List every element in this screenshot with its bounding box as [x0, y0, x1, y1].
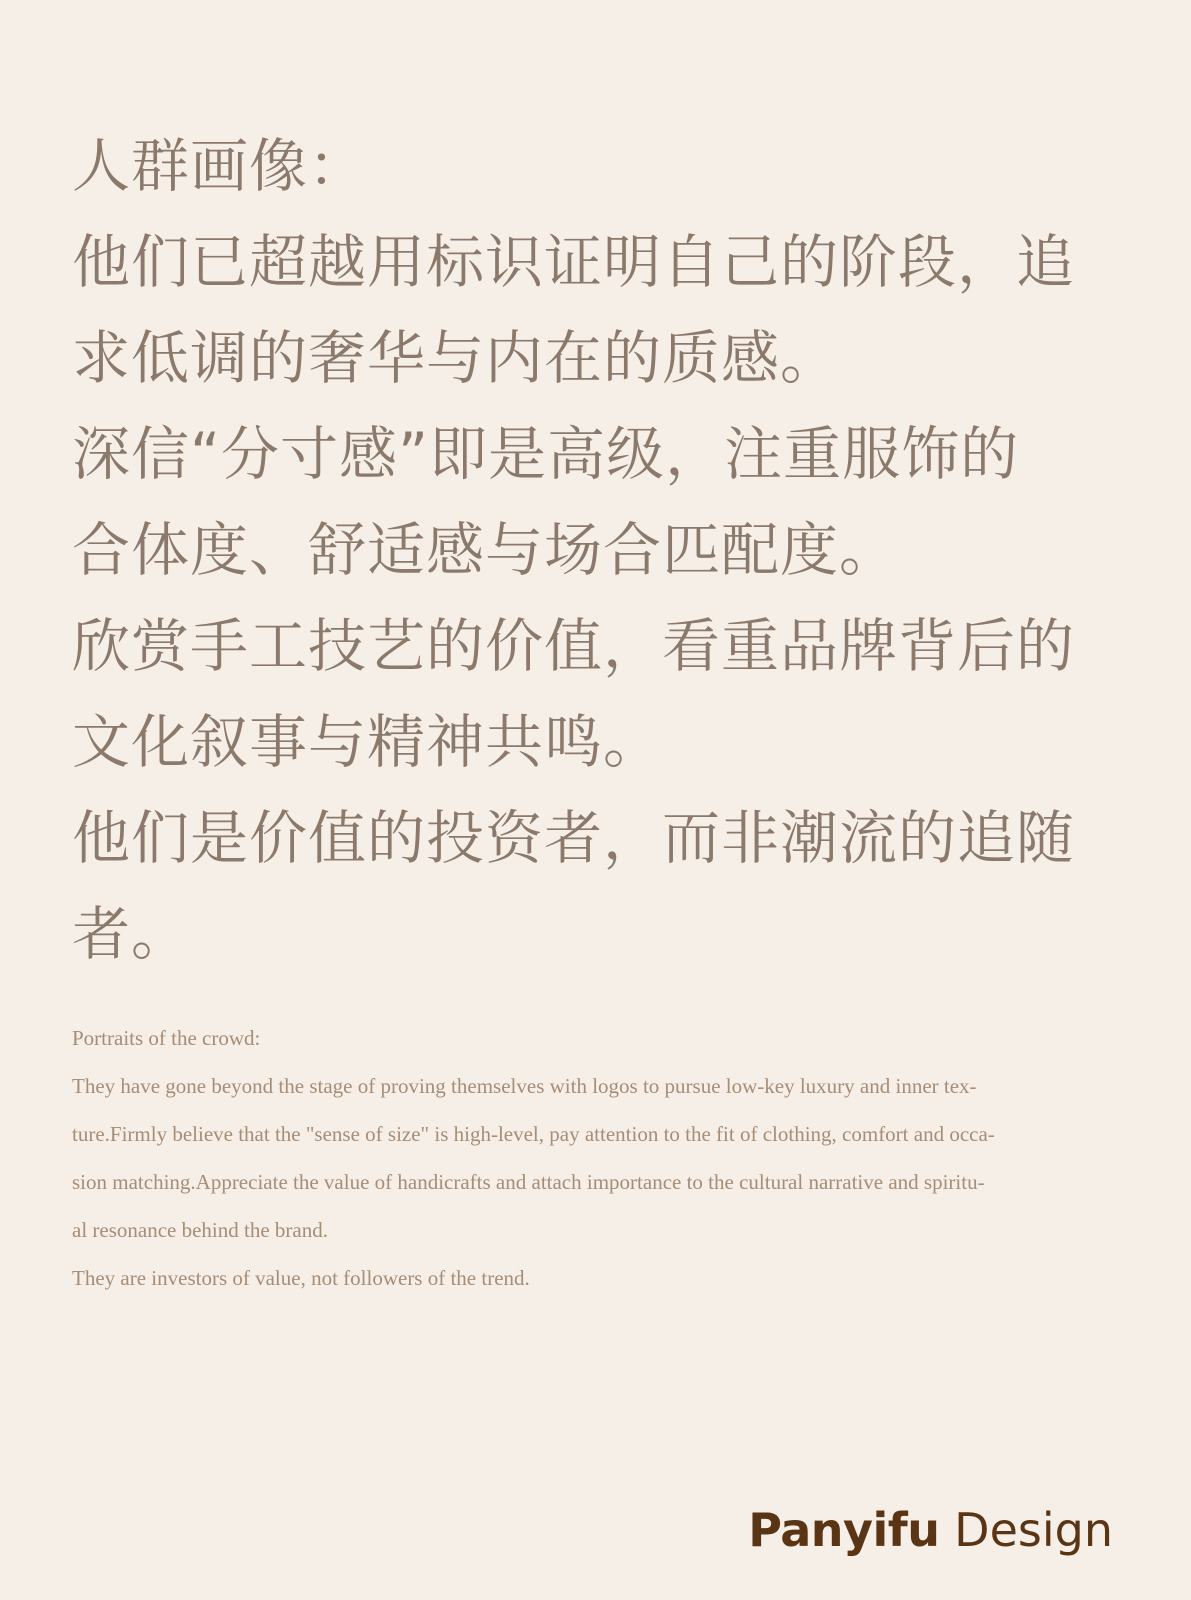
chinese-line: 他们已超越用标识证明自己的阶段，追	[72, 228, 1076, 296]
english-line: ture.Firmly believe that the "sense of size" is high-level, pay attention to the fit of clothing, comfort and occa-	[72, 1122, 995, 1146]
brand-name-bold: Panyifu	[748, 1503, 940, 1557]
english-line: sion matching.Appreciate the value of handicrafts and attach importance to the cultural narrative and spiritu-	[72, 1170, 985, 1194]
chinese-line: 深信“分寸感”即是高级，注重服饰的	[72, 420, 1020, 488]
brand-logo	[748, 1500, 1113, 1560]
chinese-description	[72, 118, 1122, 982]
english-line: al resonance behind the brand.	[72, 1218, 328, 1242]
chinese-line: 求低调的奢华与内在的质感。	[72, 324, 840, 392]
chinese-heading: 人群画像：	[72, 132, 368, 200]
chinese-line: 文化叙事与精神共鸣。	[72, 708, 663, 776]
chinese-line: 欣赏手工技艺的价值，看重品牌背后的	[72, 612, 1076, 680]
english-heading: Portraits of the crowd:	[72, 1026, 261, 1050]
brand-name-light: Design	[954, 1503, 1113, 1557]
english-line: They are investors of value, not followers of the trend.	[72, 1266, 530, 1290]
chinese-line: 者。	[72, 900, 191, 968]
english-line: They have gone beyond the stage of proving themselves with logos to pursue low-key luxury and inner tex-	[72, 1074, 977, 1098]
chinese-line: 他们是价值的投资者，而非潮流的追随	[72, 804, 1076, 872]
chinese-line: 合体度、舒适感与场合匹配度。	[72, 516, 899, 584]
english-description	[72, 1014, 1112, 1302]
